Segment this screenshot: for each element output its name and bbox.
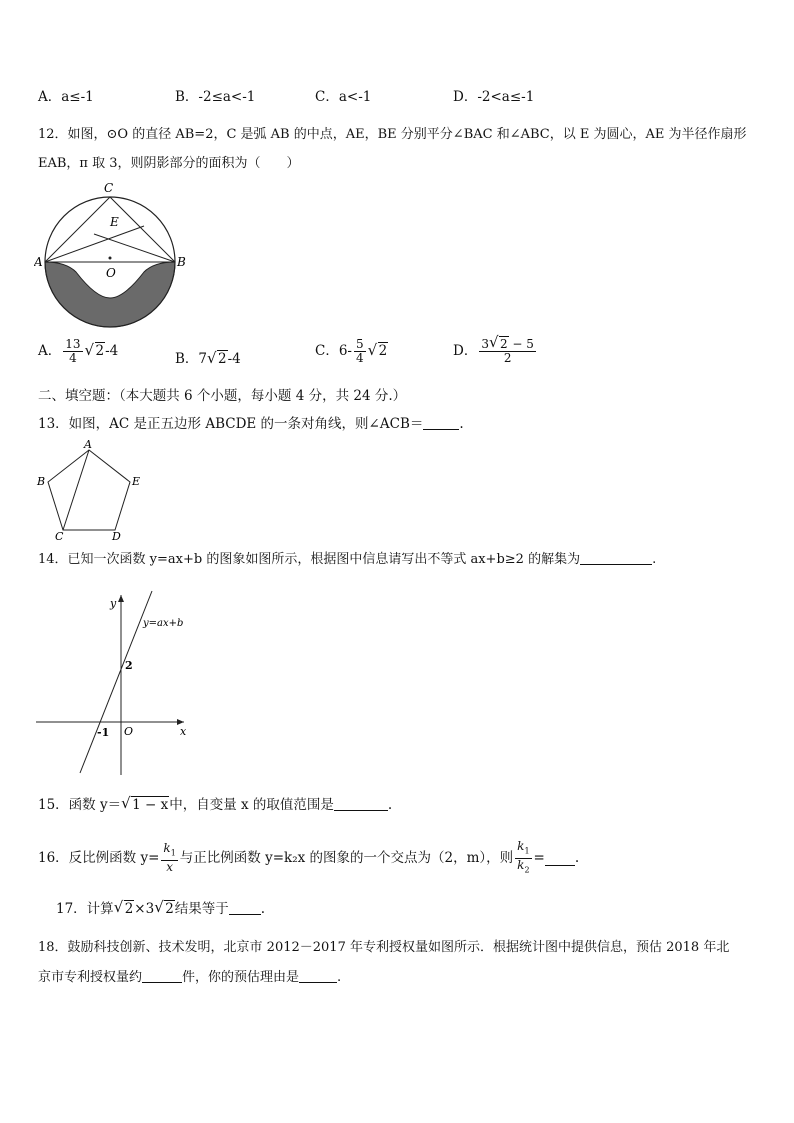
q12-option-d: D． $\frac{3√ 2 - 5}{2}$	[453, 338, 538, 365]
label-a: A	[34, 255, 43, 269]
q12-option-b: B．7√ 2-4	[175, 347, 241, 367]
answer-blank[interactable]	[334, 796, 388, 811]
q17-text: 17．计算√ 2×3√ 2结果等于 .	[56, 900, 265, 918]
bisector-be	[94, 234, 175, 262]
q18-line2: 京市专利授权量约 件，你的预估理由是 .	[38, 970, 342, 985]
bisector-ae	[45, 226, 144, 262]
chord-bc	[110, 197, 175, 262]
q12-line1: 12．如图，⊙O 的直径 AB=2，C 是弧 AB 的中点，AE，BE 分别平分∠BAC 和∠ABC，以 E 为圆心，AE 为半径作扇形	[38, 127, 747, 142]
x-axis-label: x	[180, 725, 187, 738]
q11-option-b: B．-2≤a<-1	[175, 89, 256, 105]
sqrt: √ 2	[155, 900, 175, 918]
sqrt: √ 2	[369, 343, 389, 359]
sqrt: √ 2	[208, 351, 228, 367]
q14-text: 14．已知一次函数 y=ax+b 的图象如图所示，根据图中信息请写出不等式 ax+b≥2 的解集为 .	[38, 552, 657, 567]
q12-circle-figure	[34, 180, 194, 330]
function-line	[80, 591, 152, 773]
answer-blank[interactable]	[545, 851, 575, 866]
sqrt: √ 1 − x	[122, 796, 169, 814]
chord-ac	[45, 197, 110, 262]
q11-option-d: D．-2<a≤-1	[453, 89, 535, 105]
q11-option-a: A．a≤-1	[38, 89, 94, 105]
answer-blank-count[interactable]	[142, 968, 182, 983]
answer-blank[interactable]	[229, 900, 261, 915]
fraction-k1-over-k2: $\frac{k_1}{k_2}$	[517, 839, 530, 874]
q18-line1: 18．鼓励科技创新、技术发明，北京市 2012－2017 年专利授权量如图所示．根据统计图中提供信息，预估 2018 年北	[38, 940, 730, 955]
label-d: D	[112, 530, 121, 542]
origin-label: O	[124, 725, 134, 738]
fraction: $\frac{13}{4}$	[65, 337, 81, 365]
y-axis-arrow	[118, 595, 124, 602]
y-axis-label: y	[110, 597, 117, 610]
center-dot	[109, 257, 112, 260]
q15-text: 15．函数 y＝√ 1 − x中，自变量 x 的取值范围是 .	[38, 796, 392, 814]
label-c: C	[104, 181, 114, 195]
y-tick-2: 2	[125, 659, 133, 672]
q11-options	[38, 88, 738, 106]
answer-blank-reason[interactable]	[299, 968, 337, 983]
diagonal-ac	[63, 450, 89, 530]
label-b: B	[37, 475, 46, 488]
q16-text: 16．反比例函数 y= $\frac{k_1}{x}$ 与正比例函数 y=k₂x 的图象的一个交点为（2，m），则 $\frac{k_1}{k_2}$ = .	[38, 839, 580, 874]
label-c: C	[55, 530, 64, 542]
x-tick-minus1: -1	[97, 726, 110, 739]
line-label: y=ax+b	[143, 618, 184, 629]
sqrt: √ 2	[86, 343, 106, 359]
fraction: $\frac{3√ 2 - 5}{2}$	[479, 338, 536, 365]
label-a: A	[84, 438, 92, 451]
q13-text: 13．如图，AC 是正五边形 ABCDE 的一条对角线，则∠ACB＝ .	[38, 416, 464, 432]
q12-option-c: C．6- $\frac{5}{4}$ √ 2	[315, 338, 388, 365]
label-o: O	[106, 266, 116, 280]
label-b: B	[177, 255, 186, 269]
sqrt: √ 2	[115, 900, 135, 918]
answer-blank[interactable]	[423, 415, 459, 430]
pentagon-abcde	[48, 450, 130, 530]
section-fill-in-header: 二、填空题：（本大题共 6 个小题，每小题 4 分，共 24 分.）	[38, 388, 407, 404]
q14-linear-graph	[34, 585, 194, 780]
label-e: E	[132, 475, 141, 488]
q12-option-a: A． $\frac{13}{4}$ √ 2-4	[38, 338, 118, 365]
q12-line2: EAB，π 取 3，则阴影部分的面积为（ ）	[38, 156, 300, 171]
label-e: E	[110, 215, 119, 229]
answer-blank[interactable]	[580, 550, 652, 565]
q13-pentagon-figure	[34, 438, 144, 542]
q11-option-c: C．a<-1	[315, 89, 372, 105]
fraction: $\frac{5}{4}$	[355, 337, 364, 365]
fraction-k1-over-x: $\frac{k_1}{x}$	[163, 841, 176, 874]
